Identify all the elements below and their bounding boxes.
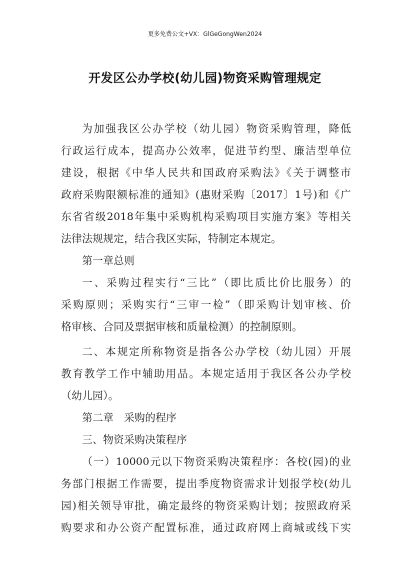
paragraph-line: 格审核、合同及票据审核和质量检测）的控制原则。	[61, 321, 303, 333]
chapter-heading: 第二章 采购的程序	[82, 412, 177, 424]
section-heading: 三、物资采购决策程序	[82, 434, 187, 446]
paragraph-line: 建设，根据《中华人民共和国政府采购法》《关于调整市	[61, 167, 351, 179]
paragraph-line: 为加强我区公办学校（幼儿园）物资采购管理，降低	[82, 123, 351, 135]
paragraph-line: （一）10000元以下物资采购决策程序：各校(园)的业	[82, 456, 351, 468]
paragraph-line: 行政运行成本，提高办公效率，促进节约型、廉洁型单位	[61, 145, 351, 157]
chapter-heading: 第一章总则	[82, 255, 135, 267]
paragraph-line: 务部门根据工作需要，提出季度物资需求计划报学校(幼儿	[61, 478, 351, 490]
paragraph-line: 采购原则；采购实行“三审一检”（即采购计划审核、价	[61, 299, 351, 311]
paragraph-line: 政府采购限额标准的通知》(惠财采购〔2017〕1号)和《广	[61, 189, 351, 201]
paragraph-line: （幼儿园）。	[61, 390, 119, 402]
paragraph-line: 一、采购过程实行“三比”（即比质比价比服务）的	[82, 277, 351, 289]
paragraph-line: 园)相关领导审批，确定最终的物资采购计划；按照政府采	[61, 500, 351, 512]
paragraph-line: 教育教学工作中辅助用品。本规定适用于我区各公办学校	[61, 368, 351, 380]
document-body	[61, 118, 351, 539]
document-title: 开发区公办学校(幼儿园)物资采购管理规定	[88, 71, 322, 85]
paragraph-line: 法律法规规定，结合我区实际，特制定本规定。	[61, 233, 282, 245]
paragraph-line: 二、本规定所称物资是指各公办学校（幼儿园）开展	[82, 346, 351, 358]
header-note: 更多免费公文+VX：GlGeGongWen2024	[147, 31, 263, 38]
paragraph-line: 购要求和办公资产配置标准，通过政府网上商城或线下实	[61, 522, 351, 534]
paragraph-line: 东省省级2018年集中采购机构采购项目实施方案》等相关	[61, 211, 351, 223]
